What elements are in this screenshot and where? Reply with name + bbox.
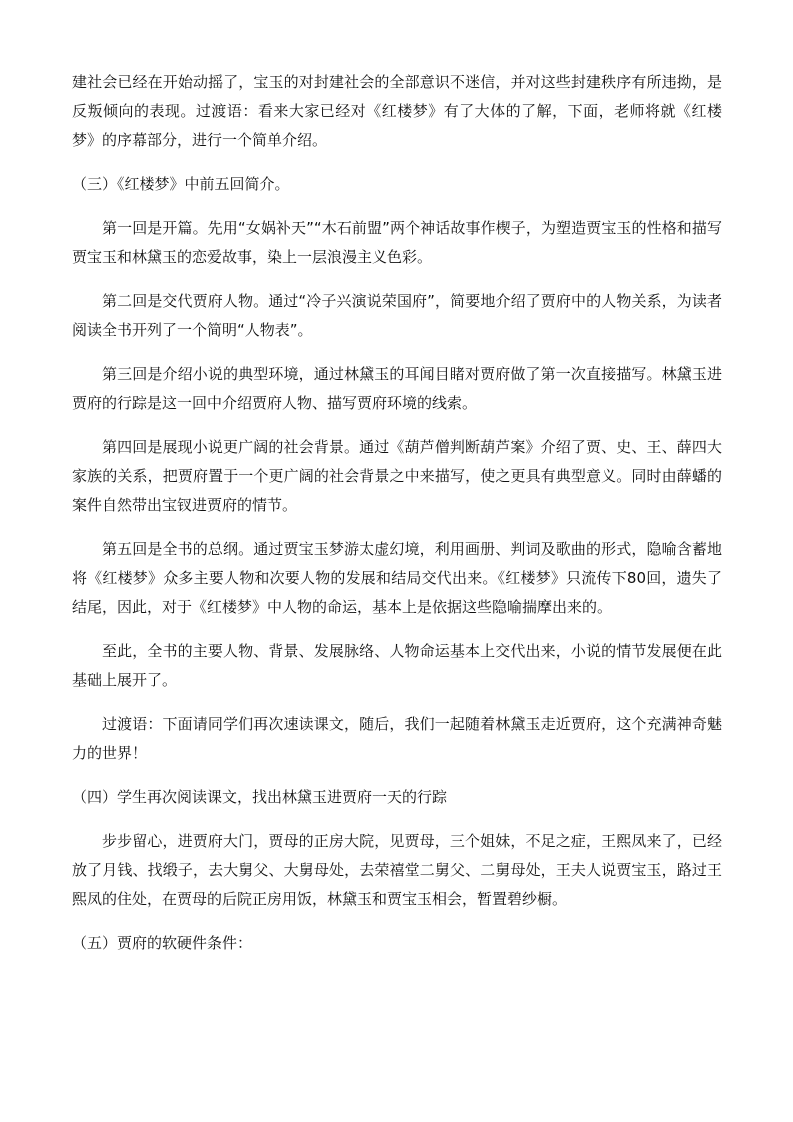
section-heading-four: （四）学生再次阅读课文，找出林黛玉进贾府一天的行踪	[72, 788, 448, 806]
section-heading-three: （三）《红楼梦》中前五回简介。	[72, 175, 290, 193]
paragraph-chapter-five: 第五回是全书的总纲。通过贾宝玉梦游太虚幻境，利用画册、判词及歌曲的形式，隐喻含蓄地将《红楼梦》众多主要人物和次要人物的发展和结局交代出来。《红楼梦》只流传下80回，遗失了结尾，因此，对于《红楼梦》中人物的命运，基本上是依据这些隐喻揣摩出来的。	[72, 540, 722, 616]
document-body	[72, 68, 722, 958]
paragraph-intro-continuation: 建社会已经在开始动摇了，宝玉的对封建社会的全部意识不迷信，并对这些封建秩序有所违拗，是反叛倾向的表现。过渡语：看来大家已经对《红楼梦》有了大体的了解，下面，老师将就《红楼梦》的序幕部分，进行一个简单介绍。	[72, 73, 722, 149]
paragraph-chapter-two: 第二回是交代贾府人物。通过“冷子兴演说荣国府”，简要地介绍了贾府中的人物关系，为读者阅读全书开列了一个简明“人物表”。	[72, 292, 722, 339]
paragraph-summary: 至此，全书的主要人物、背景、发展脉络、人物命运基本上交代出来，小说的情节发展便在此基础上展开了。	[72, 642, 722, 689]
paragraph-chapter-four: 第四回是展现小说更广阔的社会背景。通过《葫芦僧判断葫芦案》介绍了贾、史、王、薛四大家族的关系，把贾府置于一个更广阔的社会背景之中来描写，使之更具有典型意义。同时由薛蟠的案件自然带出宝钗进贾府的情节。	[72, 438, 722, 514]
paragraph-itinerary: 步步留心，进贾府大门，贾母的正房大院，见贾母，三个姐妹，不足之症，王熙凤来了，已经放了月钱、找缎子，去大舅父、大舅母处，去荣禧堂二舅父、二舅母处，王夫人说贾宝玉，路过王熙凤的住处，在贾母的后院正房用饭，林黛玉和贾宝玉相会，暂置碧纱橱。	[72, 832, 722, 908]
paragraph-transition: 过渡语：下面请同学们再次速读课文，随后，我们一起随着林黛玉走近贾府，这个充满神奇魅力的世界！	[72, 715, 722, 762]
paragraph-chapter-three: 第三回是介绍小说的典型环境，通过林黛玉的耳闻目睹对贾府做了第一次直接描写。林黛玉进贾府的行踪是这一回中介绍贾府人物、描写贾府环境的线索。	[72, 365, 722, 412]
paragraph-chapter-one: 第一回是开篇。先用“女娲补天”“木石前盟”两个神话故事作楔子，为塑造贾宝玉的性格和描写贾宝玉和林黛玉的恋爱故事，染上一层浪漫主义色彩。	[72, 219, 722, 266]
section-heading-five: （五）贾府的软硬件条件：	[72, 934, 253, 952]
